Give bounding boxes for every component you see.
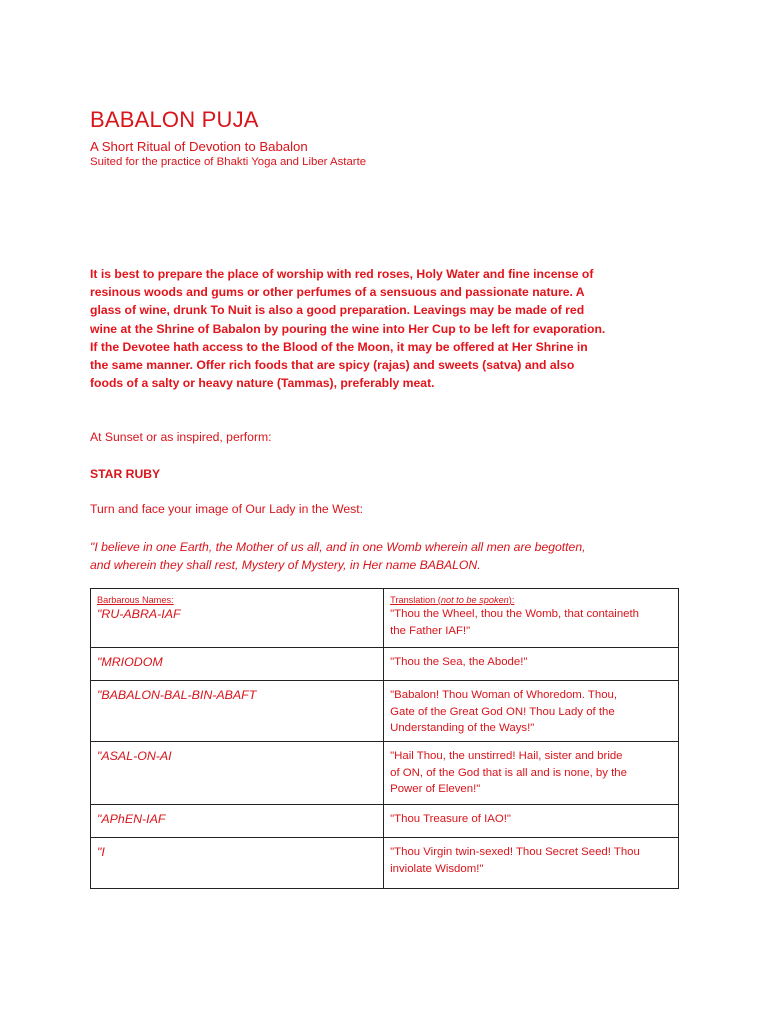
page-title: BABALON PUJA bbox=[90, 107, 259, 132]
translation-text bbox=[384, 811, 678, 828]
barbarous-name: "MRIODOM bbox=[97, 655, 163, 669]
translation-line: "Thou Treasure of IAO!" bbox=[390, 813, 511, 825]
translation-line: of ON, of the God that is all and is none, by the bbox=[390, 766, 627, 779]
barbarous-name: "BABALON-BAL-BIN-ABAFT bbox=[97, 688, 257, 702]
translation-line: Gate of the Great God ON! Thou Lady of the bbox=[390, 705, 615, 718]
translation-cell bbox=[384, 838, 679, 889]
translation-text bbox=[384, 844, 678, 877]
intro-line: wine at the Shrine of Babalon by pouring the wine into Her Cup to be left for evaporation. bbox=[90, 321, 606, 336]
header-translation-prefix: Translation ( bbox=[390, 595, 441, 605]
table-row bbox=[91, 742, 679, 805]
intro-paragraph bbox=[90, 265, 690, 392]
translation-text bbox=[384, 687, 678, 737]
translation-text bbox=[384, 748, 678, 798]
intro-line: resinous woods and gums or other perfumes of a sensuous and passionate nature. A bbox=[90, 285, 585, 300]
translation-cell bbox=[384, 589, 679, 648]
section-heading: STAR RUBY bbox=[90, 467, 161, 481]
translation-line: Understanding of the Ways!" bbox=[390, 722, 535, 735]
barbarous-names-table bbox=[90, 588, 679, 889]
turn-instruction: Turn and face your image of Our Lady in the West: bbox=[90, 502, 364, 516]
intro-line: foods of a salty or heavy nature (Tammas), preferably meat. bbox=[90, 376, 435, 391]
intro-line: glass of wine, drunk To Nuit is also a good preparation. Leavings may be made of red bbox=[90, 303, 585, 318]
translation-line: the Father IAF!" bbox=[390, 624, 471, 637]
header-translation-suffix: ): bbox=[508, 595, 515, 605]
translation-line: "Hail Thou, the unstirred! Hail, sister and bride bbox=[390, 750, 623, 762]
intro-line: It is best to prepare the place of worship with red roses, Holy Water and fine incense of bbox=[90, 267, 594, 281]
column-header-names: Barbarous Names: bbox=[97, 595, 174, 605]
barbarous-name: "I bbox=[97, 845, 105, 859]
name-cell bbox=[91, 589, 384, 648]
barbarous-name: "APhEN-IAF bbox=[97, 812, 166, 826]
translation-line: inviolate Wisdom!" bbox=[390, 862, 484, 875]
page-subtitle-secondary: Suited for the practice of Bhakti Yoga and Liber Astarte bbox=[90, 156, 367, 168]
translation-line: "Thou the Sea, the Abode!" bbox=[390, 656, 528, 668]
creed-paragraph bbox=[90, 538, 690, 575]
table-row bbox=[91, 589, 679, 648]
barbarous-name: "RU-ABRA-IAF bbox=[97, 607, 181, 621]
header-translation-note: not to be spoken bbox=[440, 595, 509, 605]
table-row bbox=[91, 681, 679, 742]
creed-line: and wherein they shall rest, Mystery of Mystery, in Her name BABALON. bbox=[90, 558, 481, 573]
translation-line: "Thou the Wheel, thou the Womb, that containeth bbox=[390, 608, 640, 620]
translation-cell bbox=[384, 648, 679, 681]
column-header-translation bbox=[384, 589, 678, 606]
name-cell bbox=[91, 648, 384, 681]
table-row bbox=[91, 805, 679, 838]
translation-text bbox=[384, 654, 678, 671]
translation-cell bbox=[384, 681, 679, 742]
page-subtitle: A Short Ritual of Devotion to Babalon bbox=[90, 139, 308, 154]
translation-line: Power of Eleven!" bbox=[390, 783, 481, 796]
table-row bbox=[91, 648, 679, 681]
name-cell bbox=[91, 681, 384, 742]
translation-cell bbox=[384, 805, 679, 838]
name-cell bbox=[91, 838, 384, 889]
intro-line: the same manner. Offer rich foods that are spicy (rajas) and sweets (satva) and also bbox=[90, 358, 575, 373]
translation-cell bbox=[384, 742, 679, 805]
translation-line: "Thou Virgin twin-sexed! Thou Secret Seed! Thou bbox=[390, 846, 640, 858]
creed-line: "I believe in one Earth, the Mother of us all, and in one Womb wherein all men are begotten, bbox=[90, 540, 586, 554]
barbarous-name: "ASAL-ON-AI bbox=[97, 749, 172, 763]
intro-line: If the Devotee hath access to the Blood of the Moon, it may be offered at Her Shrine in bbox=[90, 339, 588, 354]
table-row bbox=[91, 838, 679, 889]
name-cell bbox=[91, 805, 384, 838]
sunset-instruction: At Sunset or as inspired, perform: bbox=[90, 430, 272, 444]
translation-text bbox=[384, 606, 678, 639]
name-cell bbox=[91, 742, 384, 805]
translation-line: "Babalon! Thou Woman of Whoredom. Thou, bbox=[390, 689, 618, 701]
